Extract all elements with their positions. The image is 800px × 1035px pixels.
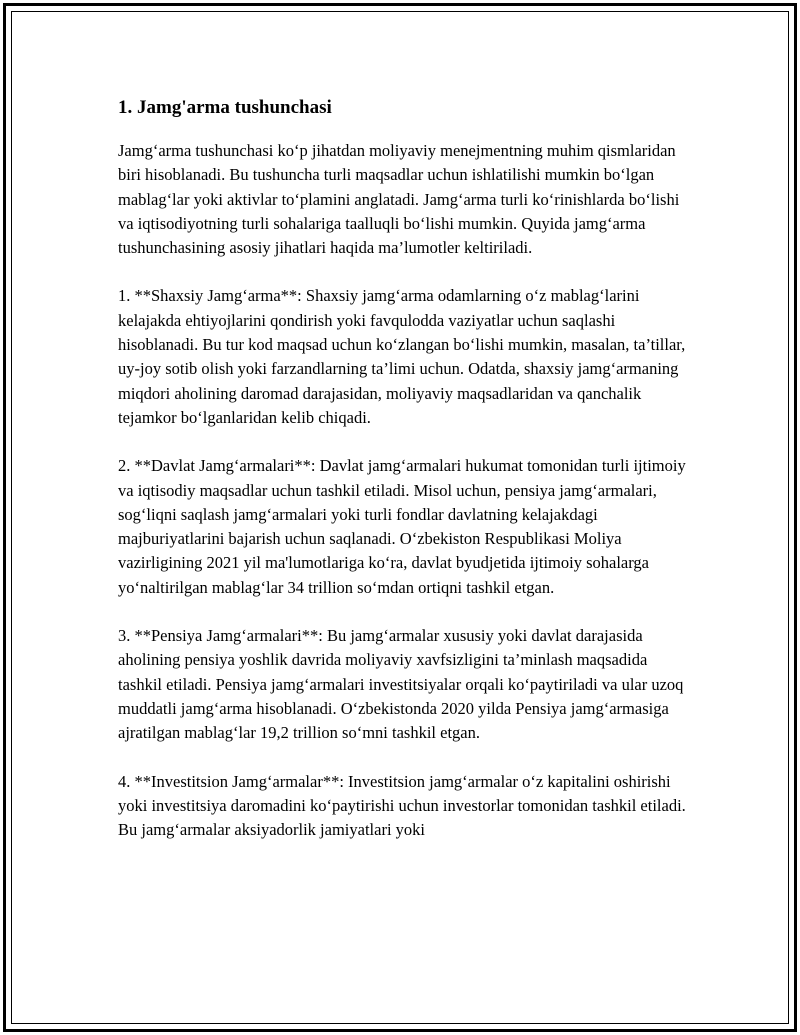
intro-paragraph: Jamg‘arma tushunchasi ko‘p jihatdan moliyaviy menejmentning muhim qismlaridan biri hisoblanadi. Bu tushuncha turli maqsadlar uchun ishlatilishi mumkin bo‘lgan mablag‘lar yoki aktivlar to‘plamini anglatadi. Jamg‘arma turli ko‘rinishlarda bo‘lishi va iqtisodiyotning turli sohalariga taalluqli bo‘lishi mumkin. Quyida jamg‘arma tushunchasining asosiy jihatlari haqida ma’lumotler keltiriladi. [118, 141, 680, 258]
personal-fund-paragraph: 1. **Shaxsiy Jamg‘arma**: Shaxsiy jamg‘arma odamlarning o‘z mablag‘larini kelajakda ehtiyojlarini qondirish yoki favqulodda vaziyatlar uchun saqlashi hisoblanadi. Bu tur kod maqsad uchun ko‘zlangan bo‘lishi mumkin, masalan, ta’tillar, uy-joy sotib olish yoki farzandlarning ta’limi uchun. Odatda, shaxsiy jamg‘armaning miqdori aholining daromad darajasidan, moliyaviy maqsadlaridan va qanchalik tejamkor bo‘lganlaridan kelib chiqadi. [118, 286, 686, 427]
pension-fund-paragraph: 3. **Pensiya Jamg‘armalari**: Bu jamg‘armalar xususiy yoki davlat darajasida aholining pensiya yoshlik davrida moliyaviy xavfsizligini ta’minlash maqsadida tashkil etiladi. Pensiya jamg‘armalari investitsiyalar orqali ko‘paytiriladi va ular uzoq muddatli jamg‘arma hisoblanadi. O‘zbekistonda 2020 yilda Pensiya jamg‘armasiga ajratilgan mablag‘lar 19,2 trillion so‘mni tashkil etgan. [118, 626, 684, 743]
section-heading: 1. Jamg'arma tushunchasi [118, 97, 332, 118]
investment-fund-paragraph: 4. **Investitsion Jamg‘armalar**: Investitsion jamg‘armalar o‘z kapitalini oshirishi yoki investitsiya daromadini ko‘paytirishi uchun investorlar tomonidan tashkil etiladi. Bu jamg‘armalar aksiyadorlik jamiyatlari yoki [118, 771, 686, 840]
document-body [118, 96, 688, 866]
state-fund-paragraph: 2. **Davlat Jamg‘armalari**: Davlat jamg‘armalari hukumat tomonidan turli ijtimoiy va iqtisodiy maqsadlar uchun tashkil etiladi. Misol uchun, pensiya jamg‘armalari, sog‘liqni saqlash jamg‘armalari yoki turli fondlar davlatning kelajakdagi majburiyatlarini bajarish uchun saqlanadi. O‘zbekiston Respublikasi Moliya vazirligining 2021 yil ma'lumotlariga ko‘ra, davlat byudjetida ijtimoiy sohalarga yo‘naltirilgan mablag‘lar 34 trillion so‘mdan ortiqni tashkil etgan. [118, 456, 686, 597]
